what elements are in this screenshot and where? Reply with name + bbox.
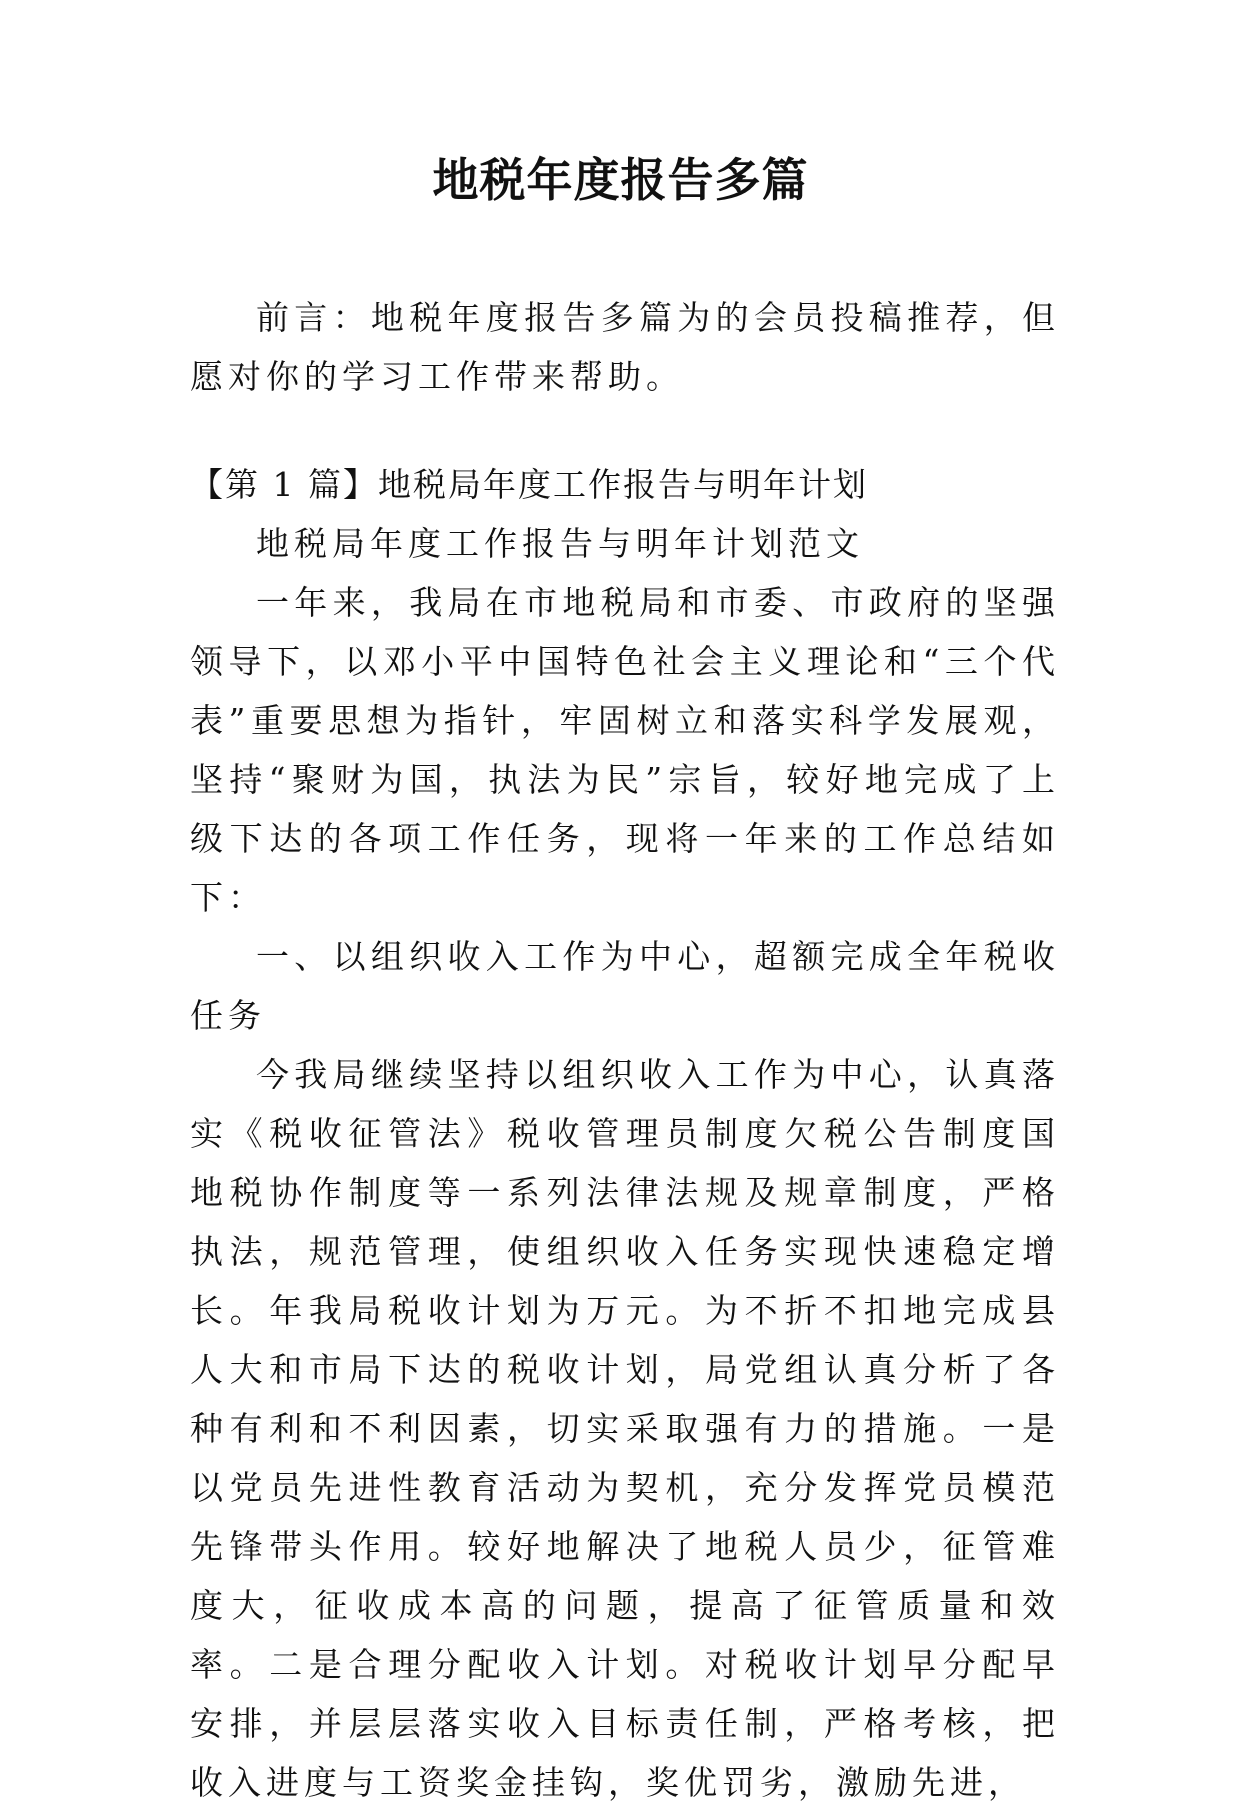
document-body	[190, 455, 1060, 1812]
body-paragraph: 一年来，我局在市地税局和市委、市政府的坚强领导下，以邓小平中国特色社会主义理论和“三个代表”重要思想为指针，牢固树立和落实科学发展观，坚持“聚财为国，执法为民”宗旨，较好地完成了上级下达的各项工作任务，现将一年来的工作总结如下：	[190, 583, 1060, 917]
body-paragraph: 地税局年度工作报告与明年计划范文	[256, 524, 864, 563]
body-paragraph: 今我局继续坚持以组织收入工作为中心，认真落实《税收征管法》税收管理员制度欠税公告制度国地税协作制度等一系列法律法规及规章制度，严格执法，规范管理，使组织收入任务实现快速稳定增长。年我局税收计划为万元。为不折不扣地完成县人大和市局下达的税收计划，局党组认真分析了各种有利和不利因素，切实采取强有力的措施。一是以党员先进性教育活动为契机，充分发挥党员模范先锋带头作用。较好地解决了地税人员少，征管难度大，征收成本高的问题，提高了征管质量和效率。二是合理分配收入计划。对税收计划早分配早安排，并层层落实收入目标责任制，严格考核，把收入进度与工资奖金挂钩，奖优罚劣，激励先进，	[190, 1055, 1060, 1802]
preface-paragraph: 前言：地税年度报告多篇为的会员投稿推荐，但愿对你的学习工作带来帮助。	[190, 298, 1060, 396]
chapter-heading: 【第 1 篇】地税局年度工作报告与明年计划	[190, 465, 868, 504]
document-title: 地税年度报告多篇	[432, 153, 809, 207]
section-heading: 一、以组织收入工作为中心，超额完成全年税收任务	[190, 937, 1060, 1035]
